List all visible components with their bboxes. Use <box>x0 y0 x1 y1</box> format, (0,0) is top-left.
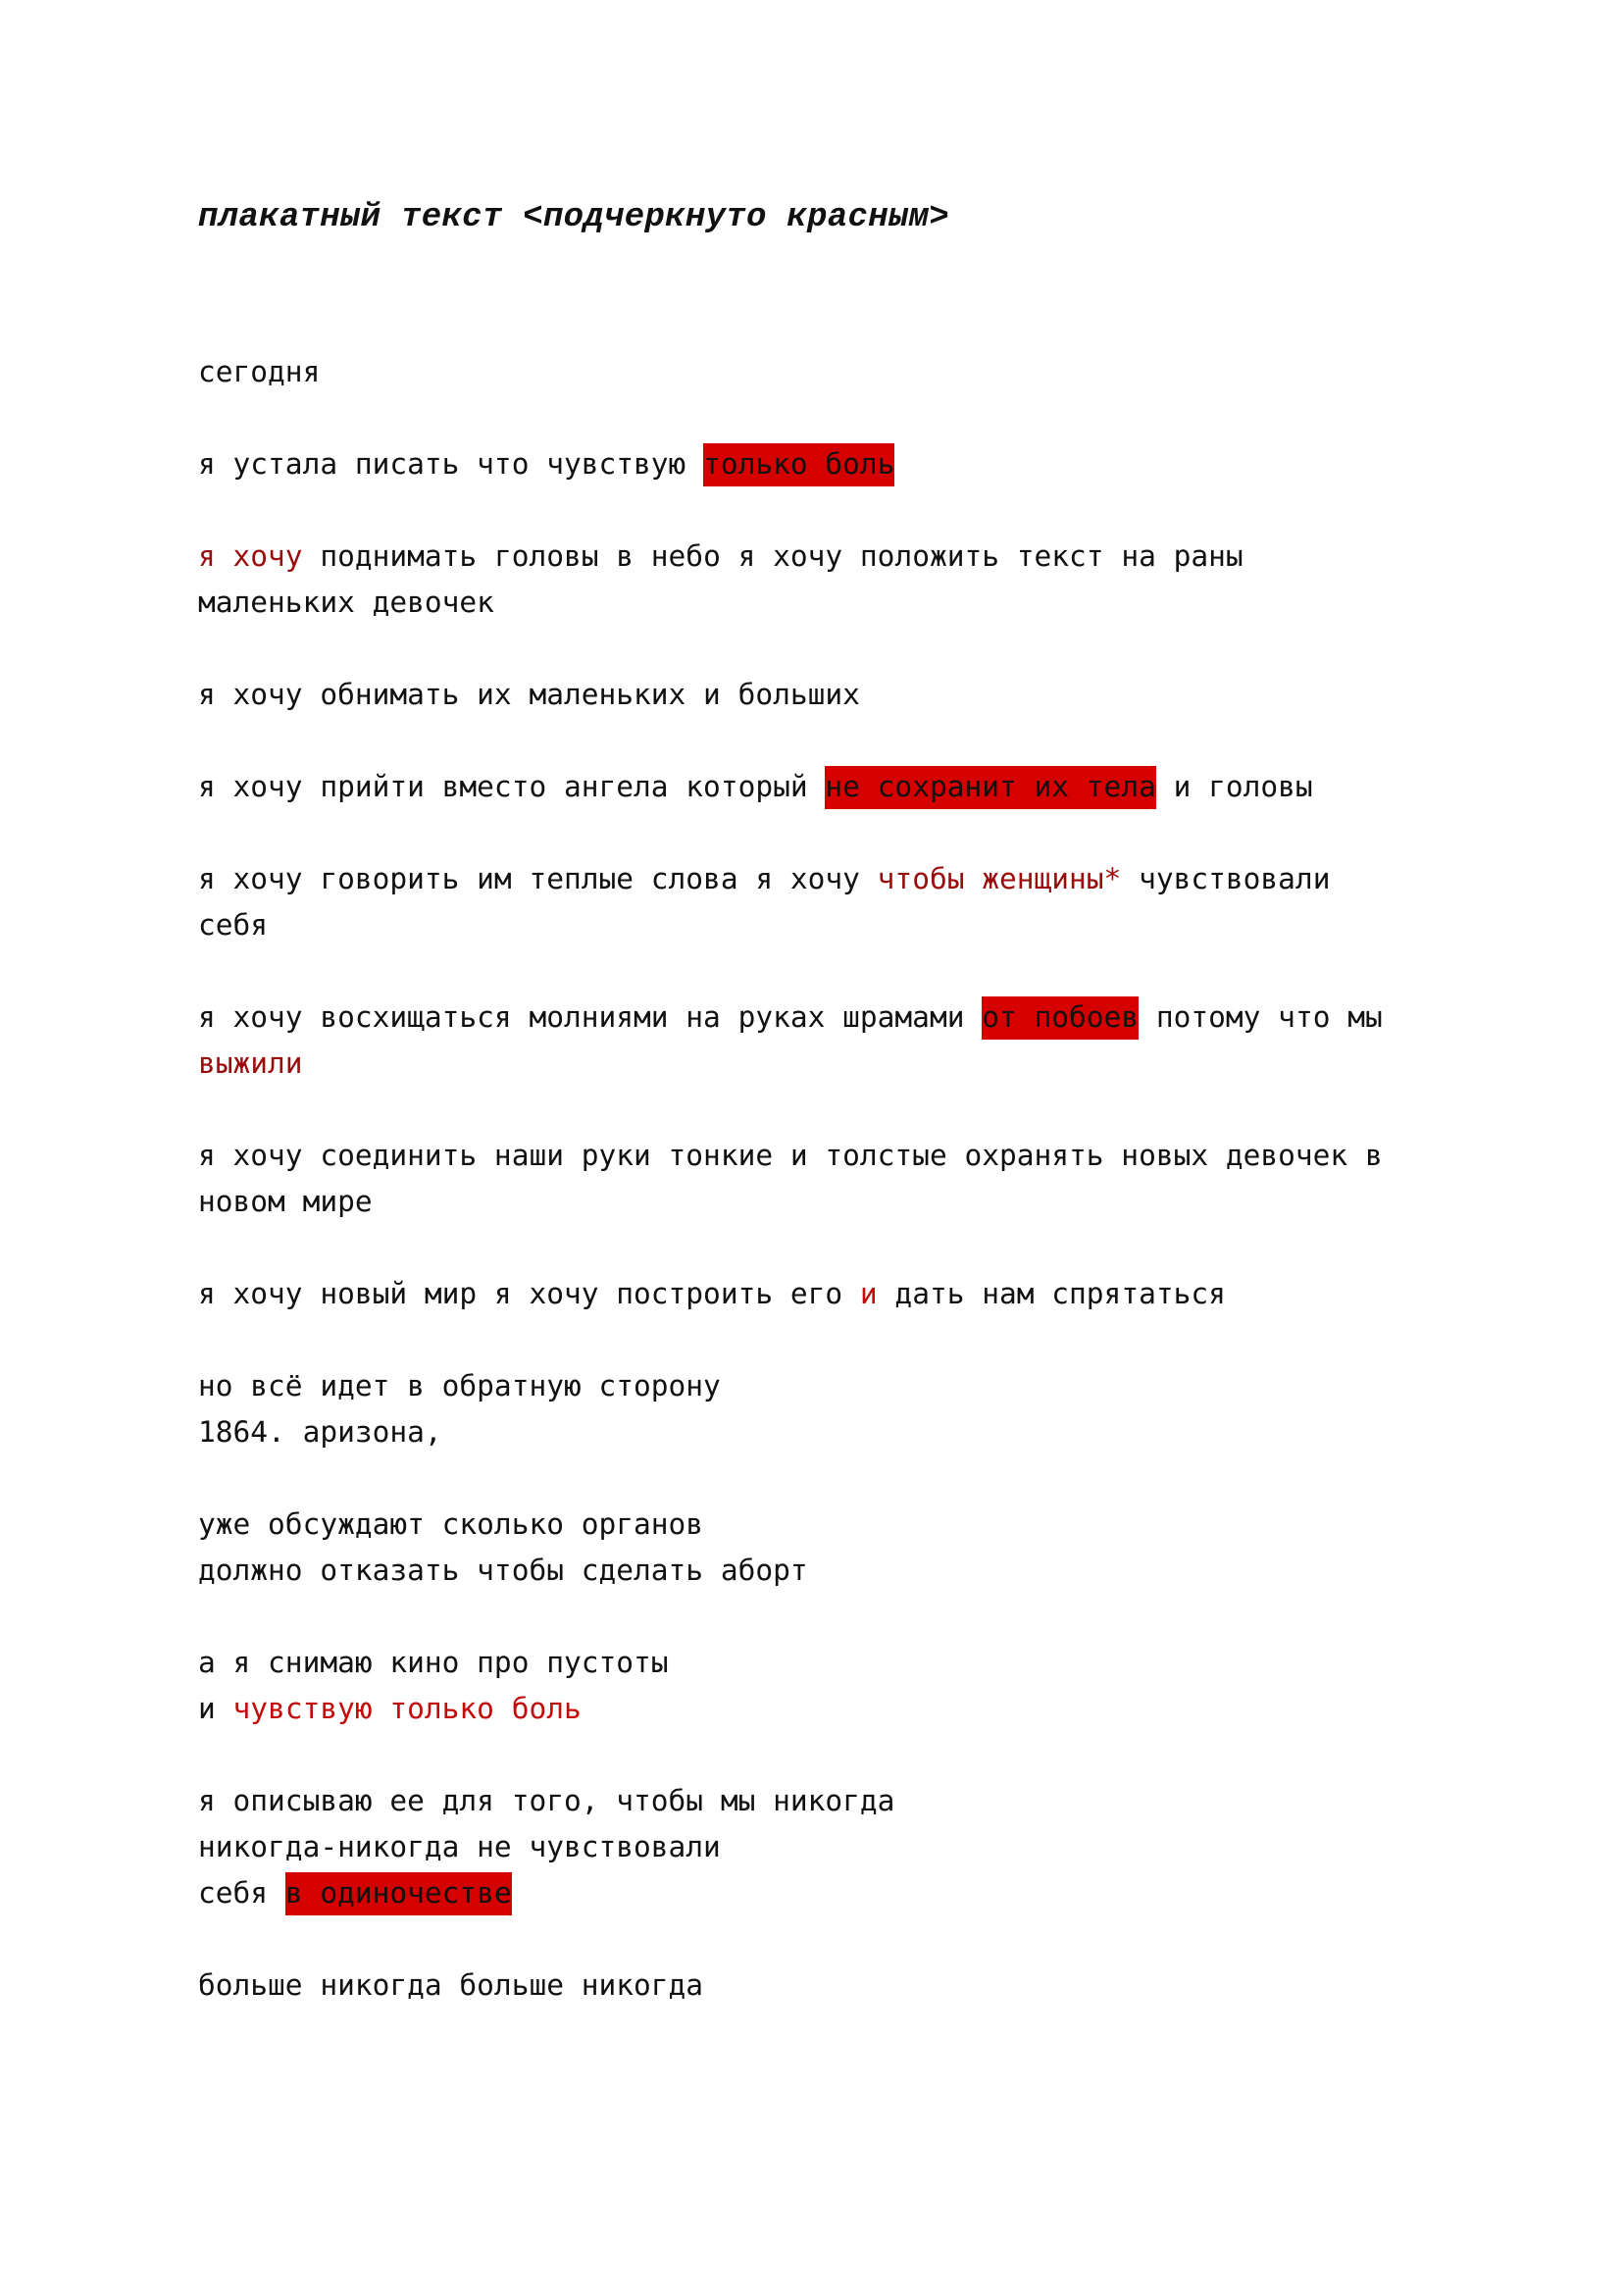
poem-stanza <box>198 856 1473 948</box>
highlighted-text-segment: от побоев <box>982 996 1139 1040</box>
text-segment: я хочу соединить наши руки тонкие и толстые охранять новых девочек в <box>198 1139 1383 1172</box>
poem-stanza <box>198 1271 1473 1317</box>
poem-line <box>198 1963 1473 2009</box>
poem-body <box>198 349 1473 2055</box>
text-segment: сегодня <box>198 355 321 388</box>
poem-stanza <box>198 1133 1473 1225</box>
text-segment: а я снимаю кино про пустоты <box>198 1646 669 1679</box>
text-segment: уже обсуждают сколько органов <box>198 1507 704 1541</box>
text-segment: я устала писать что чувствую <box>198 447 704 481</box>
poem-line <box>198 1363 1473 1409</box>
poem-line <box>198 1640 1473 1686</box>
poem-line <box>198 994 1473 1041</box>
poem-line <box>198 580 1473 626</box>
red-text-segment: и <box>859 1277 878 1310</box>
poem-stanza <box>198 534 1473 626</box>
text-segment: но всё идет в обратную сторону <box>198 1369 721 1402</box>
poem-line <box>198 764 1473 810</box>
highlighted-text-segment: только боль <box>703 443 894 486</box>
poem-stanza <box>198 1778 1473 1916</box>
highlighted-text-segment: не сохранит их тела <box>825 766 1155 809</box>
poem-line <box>198 1179 1473 1225</box>
poem-line <box>198 1133 1473 1179</box>
red-text-segment: чувствую только боль <box>232 1692 582 1725</box>
poem-stanza <box>198 1502 1473 1594</box>
text-segment: я хочу новый мир я хочу построить его <box>198 1277 860 1310</box>
poem-line <box>198 534 1473 580</box>
poem-line <box>198 1548 1473 1594</box>
document-title: плакатный текст <подчеркнуто красным> <box>198 199 950 236</box>
poem-line <box>198 441 1473 487</box>
text-segment: я хочу говорить им теплые слова я хочу <box>198 862 878 895</box>
poem-line <box>198 1409 1473 1455</box>
text-segment: чувствовали <box>1121 862 1331 895</box>
poem-stanza <box>198 1640 1473 1732</box>
text-segment: новом мире <box>198 1185 373 1218</box>
poem-line <box>198 1686 1473 1732</box>
poem-line <box>198 1271 1473 1317</box>
text-segment: я хочу обнимать их маленьких и больших <box>198 678 860 711</box>
poem-stanza <box>198 349 1473 395</box>
poem-line <box>198 349 1473 395</box>
poem-stanza <box>198 994 1473 1087</box>
dark-red-text-segment: чтобы женщины* <box>877 862 1122 895</box>
text-segment: и головы <box>1155 770 1313 803</box>
poem-line <box>198 672 1473 718</box>
poem-stanza <box>198 764 1473 810</box>
text-segment: больше никогда больше никогда <box>198 1968 704 2002</box>
text-segment: 1864. аризона, <box>198 1415 442 1449</box>
text-segment: должно отказать чтобы сделать аборт <box>198 1554 808 1587</box>
poem-stanza <box>198 1963 1473 2009</box>
dark-red-text-segment: я хочу <box>198 539 303 573</box>
text-segment: поднимать головы в небо я хочу положить текст на раны <box>302 539 1243 573</box>
poem-stanza <box>198 441 1473 487</box>
poem-line <box>198 1870 1473 1916</box>
poem-line <box>198 1041 1473 1087</box>
text-segment: я описываю ее для того, чтобы мы никогда <box>198 1784 895 1817</box>
poem-line <box>198 902 1473 948</box>
highlighted-text-segment: в одиночестве <box>285 1872 512 1915</box>
dark-red-text-segment: выжили <box>198 1046 303 1080</box>
text-segment: себя <box>198 908 269 942</box>
text-segment: потому что мы <box>1139 1000 1383 1034</box>
text-segment: я хочу прийти вместо ангела который <box>198 770 826 803</box>
text-segment: никогда-никогда не чувствовали <box>198 1830 721 1863</box>
poem-line <box>198 856 1473 902</box>
text-segment: маленьких девочек <box>198 586 494 619</box>
poem-stanza <box>198 672 1473 718</box>
text-segment: дать нам спрятаться <box>877 1277 1226 1310</box>
poem-stanza <box>198 1363 1473 1455</box>
text-segment: и <box>198 1692 233 1725</box>
poem-line <box>198 1778 1473 1824</box>
text-segment: я хочу восхищаться молниями на руках шрамами <box>198 1000 983 1034</box>
poem-line <box>198 1824 1473 1870</box>
text-segment: себя <box>198 1876 285 1910</box>
poem-line <box>198 1502 1473 1548</box>
